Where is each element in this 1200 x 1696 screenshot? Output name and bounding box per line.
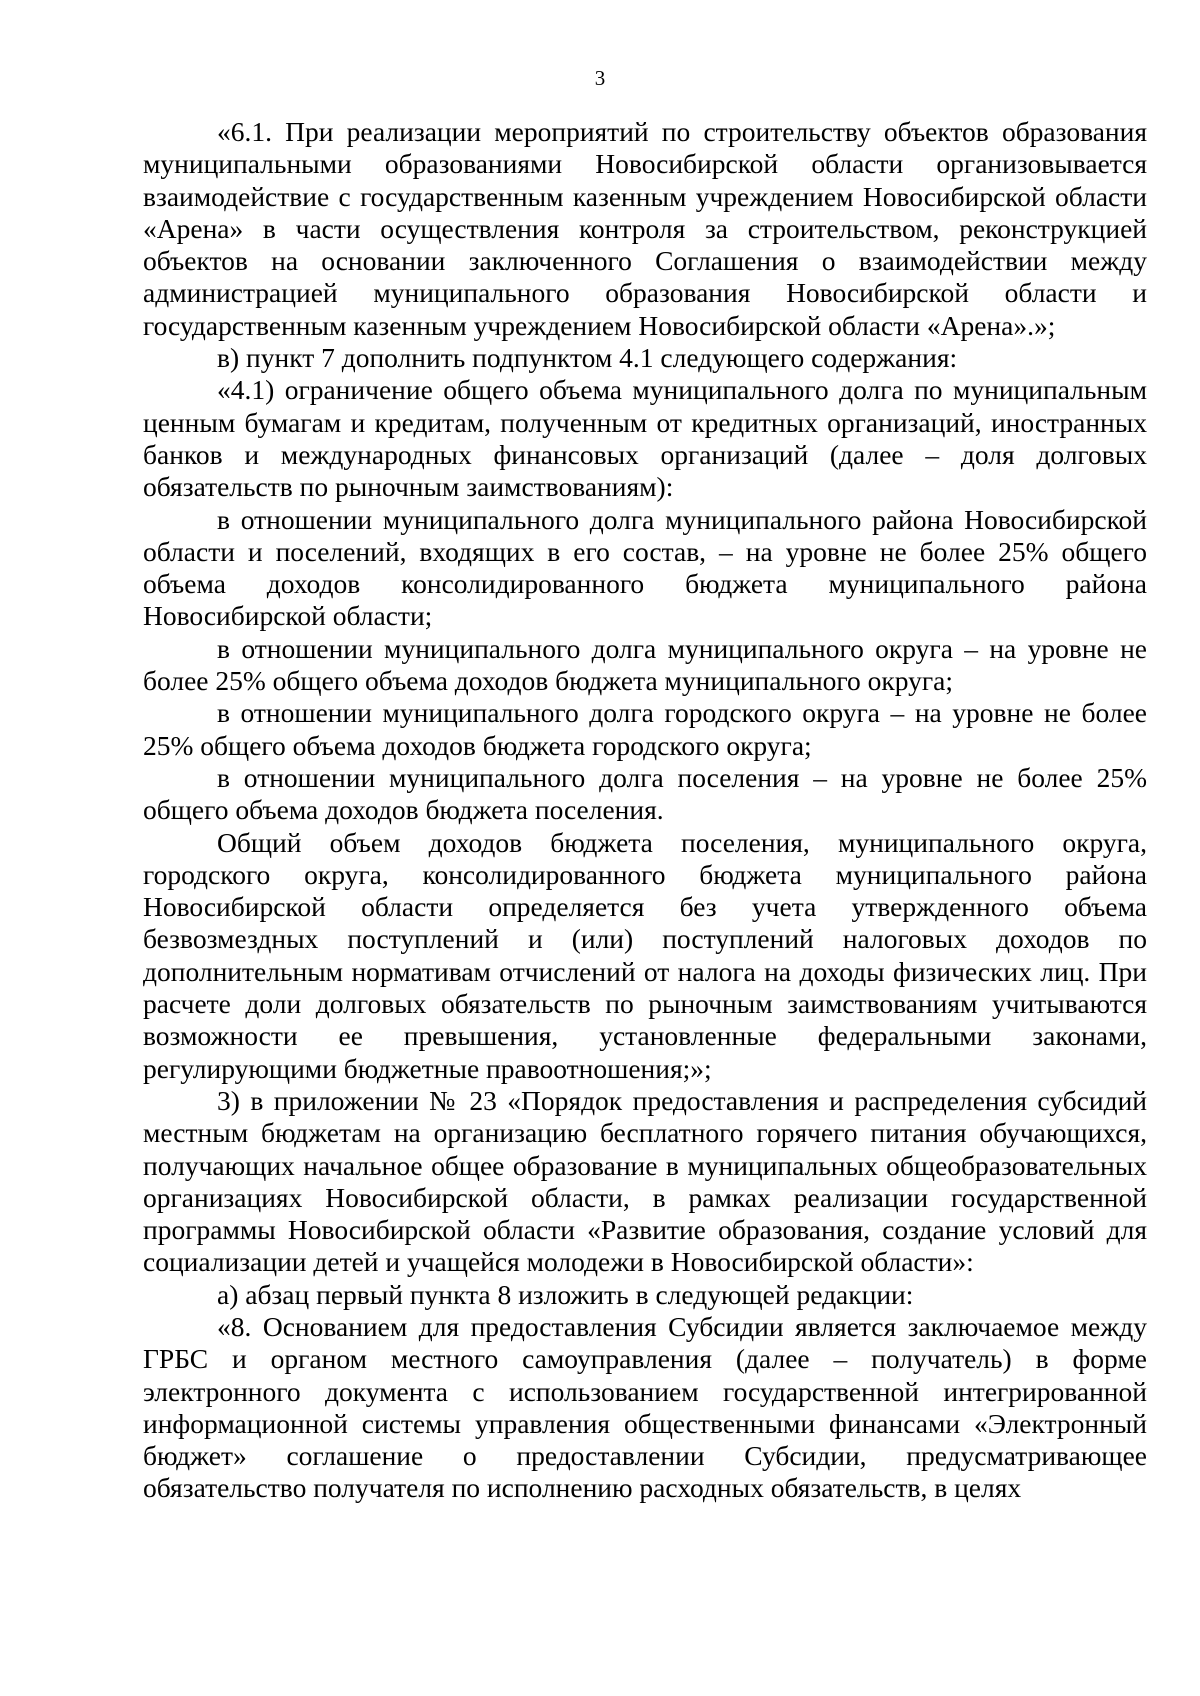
- paragraph-appendix-23: 3) в приложении № 23 «Порядок предоставления и распределения субсидий местным бюджетам на организацию бесплатного горячего питания обучающихся, получающих начальное общее образование в муниципальных общеобразовательных организациях Новосибирской области, в рамках реализации государственной программы Новосибирской области «Развитие образования, создание условий для социализации детей и учащейся молодежи в Новосибирской области»:: [143, 1084, 1147, 1278]
- paragraph-4-1: «4.1) ограничение общего объема муниципального долга по муниципальным ценным бумагам и кредитам, полученным от кредитных организаций, иностранных банков и международных финансовых организаций (далее – доля долговых обязательств по рыночным заимствованиям):: [143, 374, 1147, 503]
- paragraph-6-1: «6.1. При реализации мероприятий по строительству объектов образования муниципальными образованиями Новосибирской области организовывается взаимодействие с государственным казенным учреждением Новосибирской области «Арена» в части осуществления контроля за строительством, реконструкцией объектов на основании заключенного Соглашения о взаимодействии между администрацией муниципального образования Новосибирской области и государственным казенным учреждением Новосибирской области «Арена».»;: [143, 116, 1147, 341]
- document-body: [143, 116, 1147, 1505]
- paragraph-item-a: а) абзац первый пункта 8 изложить в следующей редакции:: [217, 1278, 914, 1310]
- paragraph-item-v: в) пункт 7 дополнить подпунктом 4.1 следующего содержания:: [217, 342, 958, 374]
- page-number: 3: [594, 66, 606, 90]
- paragraph-8: «8. Основанием для предоставления Субсидии является заключаемое между ГРБС и органом местного самоуправления (далее – получатель) в форме электронного документа с использованием государственной интегрированной информационной системы управления общественными финансами «Электронный бюджет» соглашение о предоставлении Субсидии, предусматривающее обязательство получателя по исполнению расходных обязательств, в целях: [143, 1310, 1147, 1504]
- paragraph-district-debt: в отношении муниципального долга муниципального района Новосибирской области и поселений, входящих в его состав, – на уровне не более 25% общего объема доходов консолидированного бюджета муниципального района Новосибирской области;: [143, 503, 1147, 632]
- paragraph-settlement-debt: в отношении муниципального долга поселения – на уровне не более 25% общего объема доходов бюджета поселения.: [143, 761, 1147, 826]
- paragraph-total-income: Общий объем доходов бюджета поселения, муниципального округа, городского округа, консолидированного бюджета муниципального района Новосибирской области определяется без учета утвержденного объема безвозмездных поступлений и (или) поступлений налоговых доходов по дополнительным нормативам отчислений от налога на доходы физических лиц. При расчете доли долговых обязательств по рыночным заимствованиям учитываются возможности ее превышения, установленные федеральными законами, регулирующими бюджетные правоотношения;»;: [143, 826, 1147, 1084]
- paragraph-municipal-okrug-debt: в отношении муниципального долга муниципального округа – на уровне не более 25% общего объема доходов бюджета муниципального округа;: [143, 632, 1147, 697]
- paragraph-city-okrug-debt: в отношении муниципального долга городского округа – на уровне не более 25% общего объема доходов бюджета городского округа;: [143, 697, 1147, 761]
